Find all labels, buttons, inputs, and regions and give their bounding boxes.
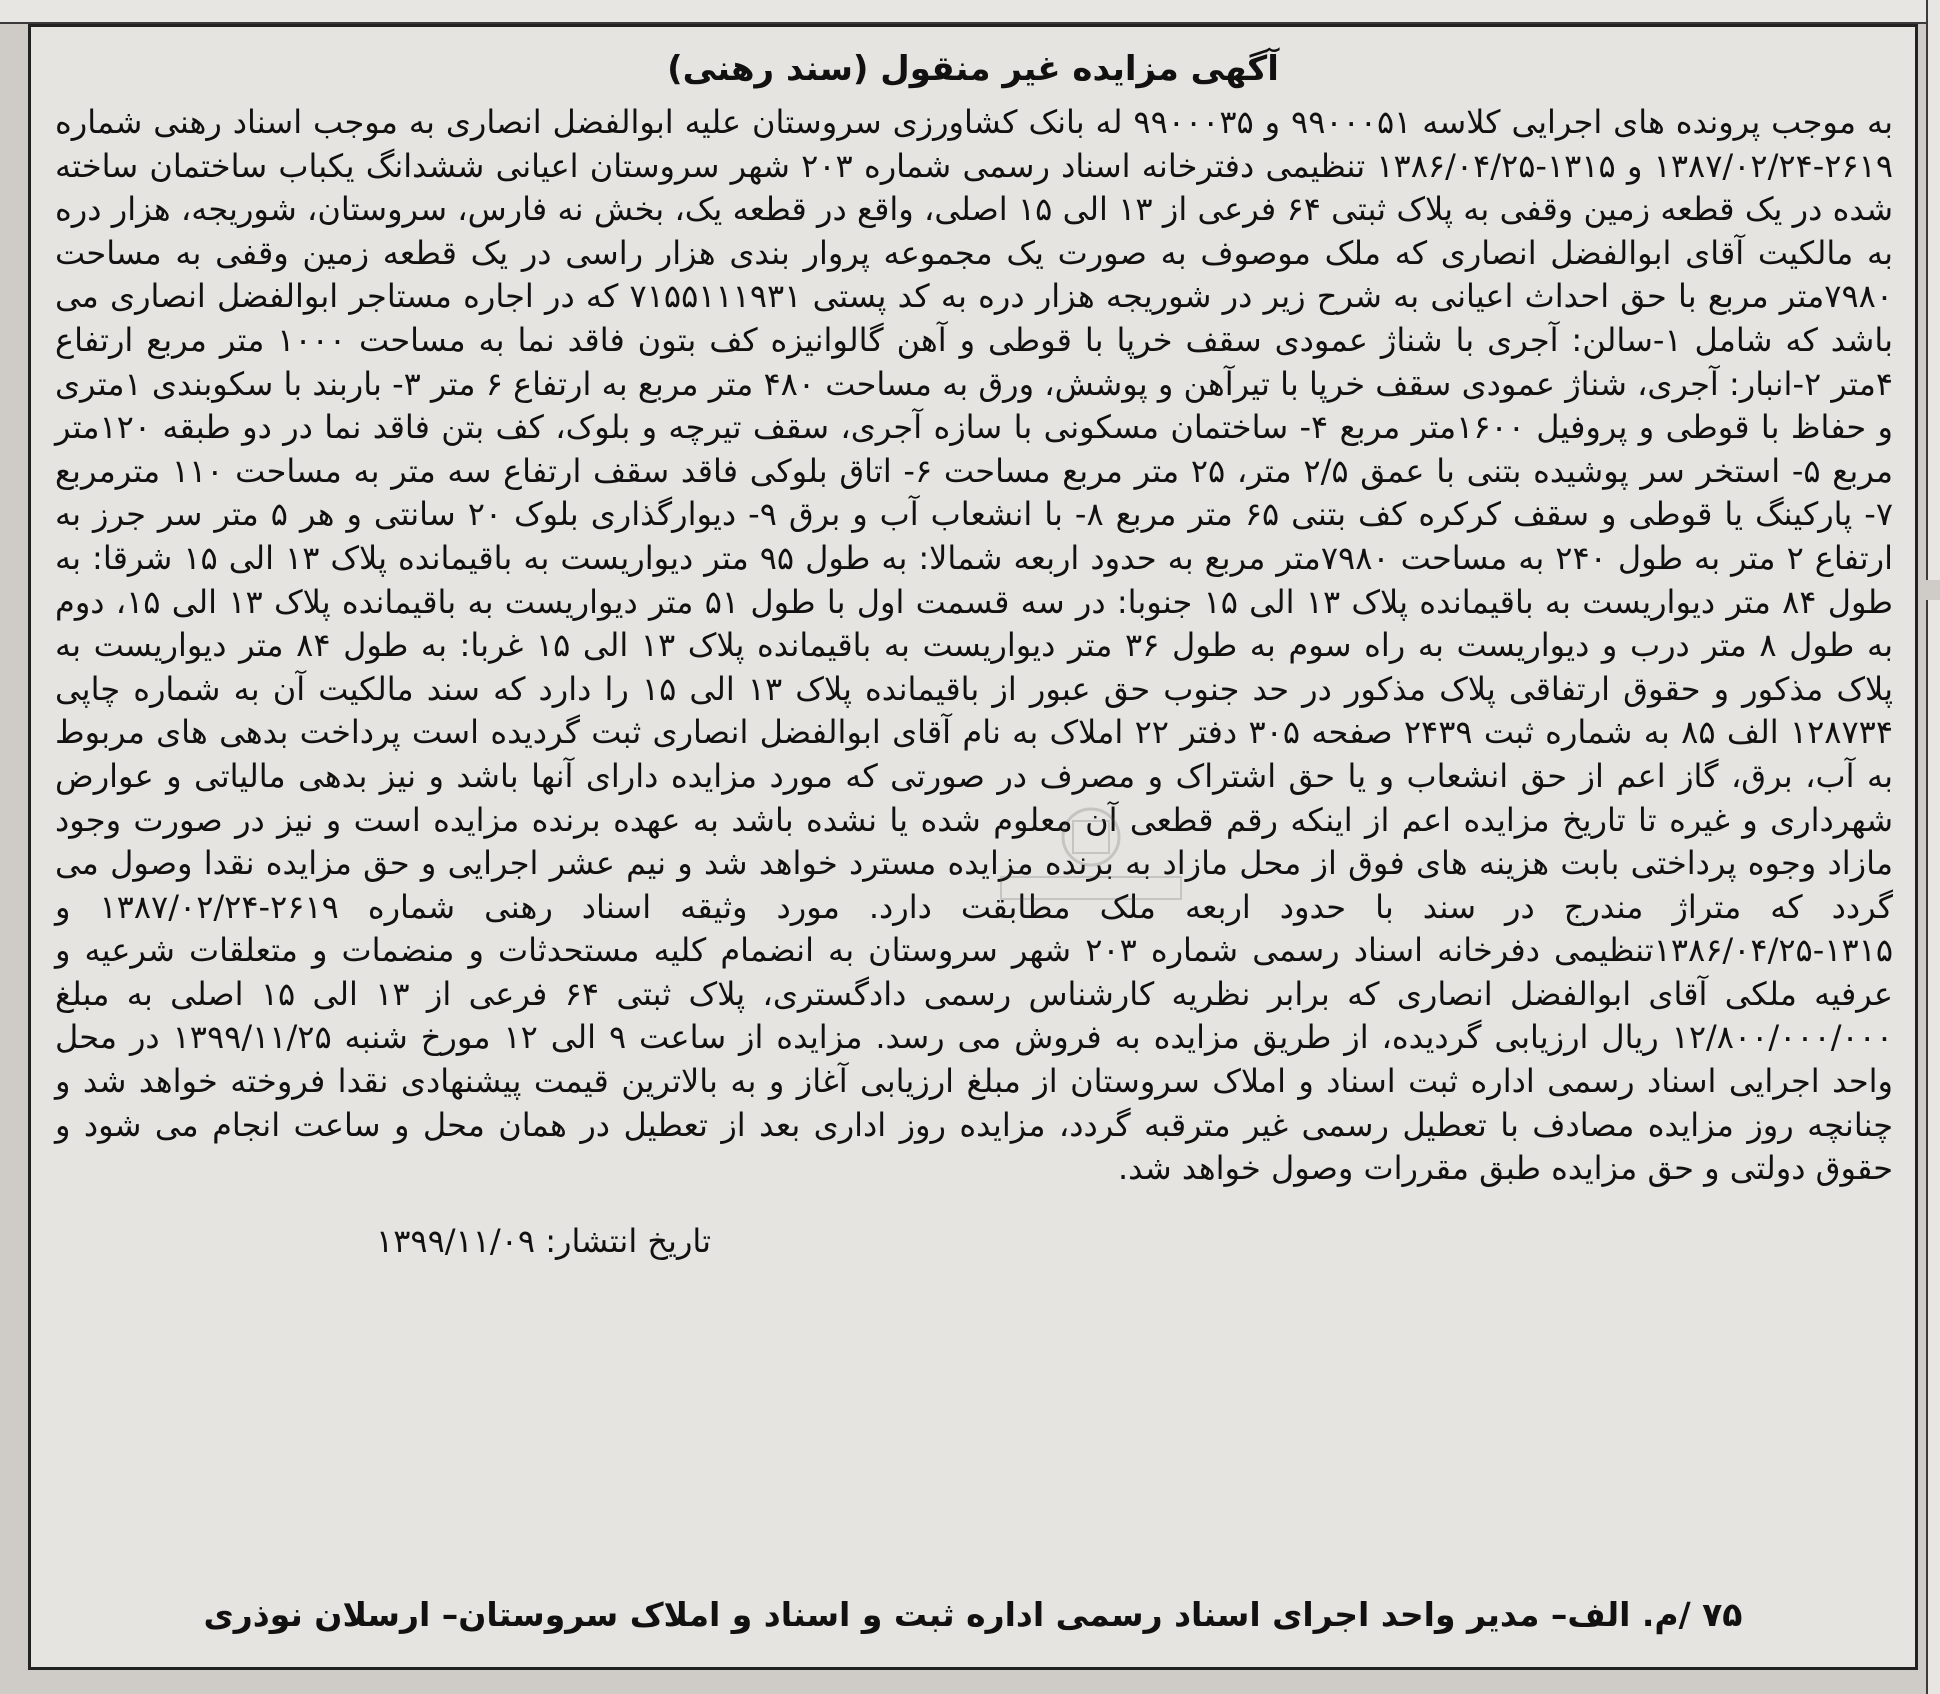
adjacent-column-right-edge-lower [1926, 600, 1940, 1694]
adjacent-column-right-edge [1926, 0, 1940, 580]
notice-body: به موجب پرونده های اجرایی کلاسه ۹۹۰۰۰۵۱ و ۹۹۰۰۰۳۵ له بانک کشاورزی سروستان علیه ابوالفضل انصاری به موجب اسناد رهنی شماره ۲۶۱۹-۱۳۸۷/۰۲/۲۴ و ۱۳۱۵-۱۳۸۶/۰۴/۲۵ تنظیمی دفترخانه اسناد رسمی شماره ۲۰۳ شهر سروستان اعیانی ششدانگ یکباب ساختمان ساخته شده در یک قطعه زمین وقفی به پلاک ثبتی ۶۴ فرعی از ۱۳ الی ۱۵ اصلی، واقع در قطعه یک، بخش نه فارس، سروستان، شوریجه، هزار دره به مالکیت آقای ابوالفضل انصاری که ملک موصوف به صورت یک مجموعه پروار بندی هزار راسی در یک قطعه زمین وقفی به مساحت ۷۹۸۰متر مربع با حق احداث اعیانی به شرح زیر در شوریجه هزار دره به کد پستی ۷۱۵۵۱۱۱۹۳۱ که در اجاره مستاجر ابوالفضل انصاری می باشد که شامل ۱-سالن: آجری با شناژ عمودی سقف خرپا با قوطی و آهن گالوانیزه کف بتون فاقد نما به مساحت ۱۰۰۰ متر مربع ارتفاع ۴متر ۲-انبار: آجری، شناژ عمودی سقف خرپا با تیرآهن و پوشش، ورق به مساحت ۴۸۰ متر مربع به ارتفاع ۶ متر ۳- باربند با سکوبندی ۱متری و حفاظ با قوطی و پروفیل ۱۶۰۰متر مربع ۴- ساختمان مسکونی با سازه آجری، سقف تیرچه و بلوک، کف بتن فاقد نما در دو طبقه ۱۲۰متر مربع ۵- استخر سر پوشیده بتنی با عمق ۲/۵ متر، ۲۵ متر مربع مساحت ۶- اتاق بلوکی فاقد سقف ارتفاع سه متر به مساحت ۱۱۰ مترمربع ۷- پارکینگ یا قوطی و سقف کرکره کف بتنی ۶۵ متر مربع ۸- با انشعاب آب و برق ۹- دیوارگذاری بلوک ۲۰ سانتی و هر ۵ متر سر جرز به ارتفاع ۲ متر به طول ۲۴۰ به مساحت ۷۹۸۰متر مربع به حدود اربعه شمالا: به طول ۹۵ متر دیواریست به باقیمانده پلاک ۱۳ الی ۱۵ شرقا: به طول ۸۴ متر دیواریست به باقیمانده پلاک ۱۳ الی ۱۵ جنوبا: در سه قسمت اول با طول ۵۱ متر دیواریست به باقیمانده پلاک ۱۳ الی ۱۵، دوم به طول ۸ متر درب و دیواریست به راه سوم به طول ۳۶ متر دیواریست به باقیمانده پلاک ۱۳ الی ۱۵ غربا: به طول ۸۴ متر دیواریست به پلاک مذکور و حقوق ارتفاقی پلاک مذکور در حد جنوب حق عبور از باقیمانده پلاک ۱۳ الی ۱۵ را دارد که سند مالکیت آن به شماره چاپی ۱۲۸۷۳۴ الف ۸۵ به شماره ثبت ۲۴۳۹ صفحه ۳۰۵ دفتر ۲۲ املاک به نام آقای ابوالفضل انصاری ثبت گردیده است پرداخت بدهی های مربوط به آب، برق، گاز اعم از حق انشعاب و یا حق اشتراک و مصرف در صورتی که مورد مزایده دارای آنها باشد و نیز بدهی مالیاتی و عوارض شهرداری و غیره تا تاریخ مزایده اعم از اینکه رقم قطعی آن معلوم شده یا نشده باشد به عهده برنده مزایده است و نیز در صورت وجود مازاد وجوه پرداختی بابت هزینه های فوق از محل مازاد به برنده مزایده مسترد خواهد شد و نیم عشر اجرایی و حق مزایده نقدا وصول می گردد که متراژ مندرج در سند با حدود اربعه ملک مطابقت دارد. مورد وثیقه اسناد رهنی شماره ۲۶۱۹-۱۳۸۷/۰۲/۲۴ و ۱۳۱۵-۱۳۸۶/۰۴/۲۵تنظیمی دفرخانه اسناد رسمی شماره ۲۰۳ شهر سروستان به انضمام کلیه مستحدثات و منضمات و متعلقات شرعیه و عرفیه ملکی آقای ابوالفضل انصاری که برابر نظریه کارشناس رسمی دادگستری، پلاک ثبتی ۶۴ فرعی از ۱۳ الی ۱۵ اصلی به مبلغ ۱۲/۸۰۰/۰۰۰/۰۰۰ ریال ارزیابی گردیده، از طریق مزایده به فروش می رسد. مزایده از ساعت ۹ الی ۱۲ مورخ شنبه ۱۳۹۹/۱۱/۲۵ در محل واحد اجرایی اسناد رسمی اداره ثبت اسناد و املاک سروستان از مبلغ ارزیابی آغاز و به بالاترین قیمت پیشنهادی نقدا فروخته خواهد شد و چنانچه روز مزایده مصادف با تعطیل رسمی غیر مترقبه گردد، مزایده روز اداری بعد از تعطیل در همان محل و ساعت انجام می شود و حقوق دولتی و حق مزایده طبق مقررات وصول خواهد شد. [55, 103, 1894, 1188]
notice-signature: ۷۵ /م. الف– مدیر واحد اجرای اسناد رسمی اداره ثبت و اسناد و املاک سروستان– ارسلان نوذری [203, 1595, 1743, 1634]
notice-title: آگهی مزایده غیر منقول (سند رهنی) [667, 49, 1279, 89]
auction-notice [28, 24, 1918, 1670]
publication-date: تاریخ انتشار: ۱۳۹۹/۱۱/۰۹ [376, 1221, 712, 1260]
adjacent-column-top-edge [0, 0, 1940, 24]
